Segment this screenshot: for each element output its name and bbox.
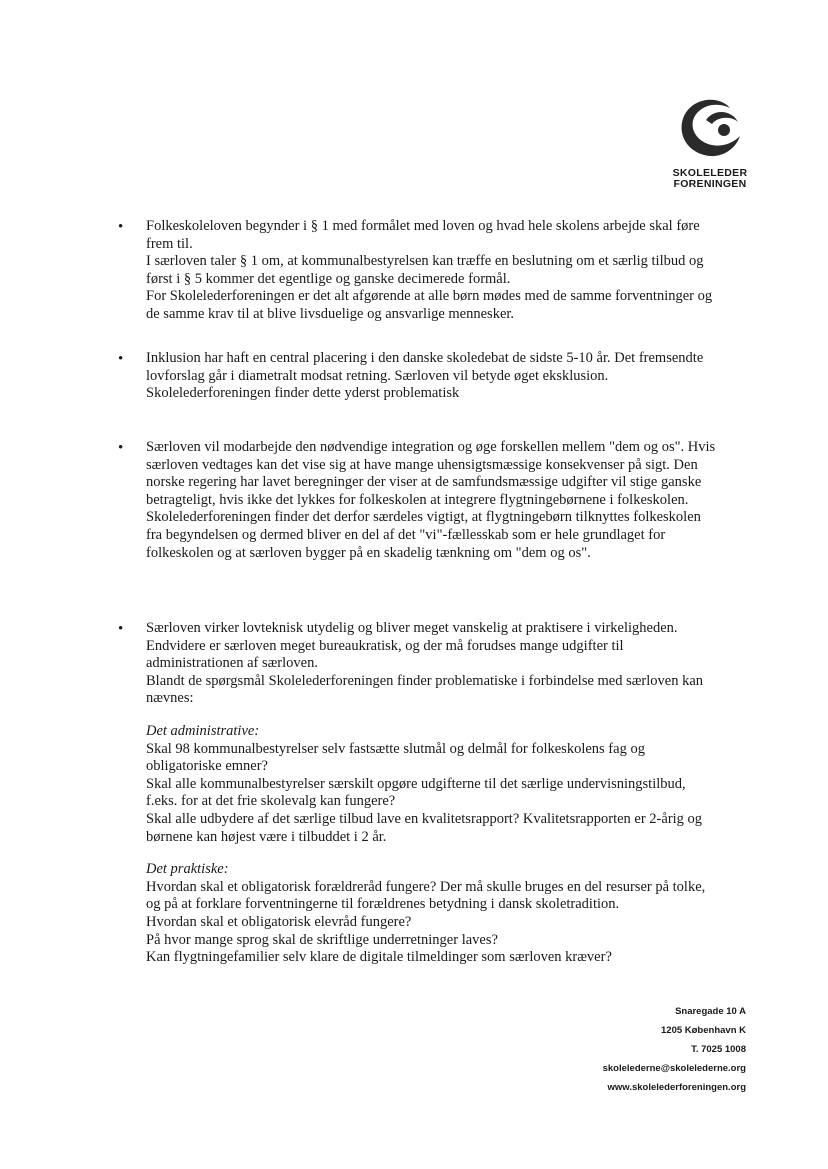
logo-mark-icon [676, 94, 746, 164]
bullet-dot-icon: • [118, 351, 124, 367]
question-line: På hvor mange sprog skal de skriftlige underretninger laves? [146, 931, 498, 948]
question-line: Skal 98 kommunalbestyrelser selv fastsætte slutmål og delmål for folkeskolens fag og obligatoriske emner? [146, 740, 645, 775]
paragraph: I særloven taler § 1 om, at kommunalbestyrelsen kan træffe en beslutning om et særlig tilbud og først i § 5 kommer det egentlige og ganske decimerede formål. [146, 253, 704, 287]
bullet-formaal [118, 218, 718, 324]
paragraph: Inklusion har haft en central placering i den danske skoledebat de sidste 5-10 år. Det fremsendte lovforslag går i diametralt modsat retning. Særloven vil betyde øget eksklusion. Skolelederforeningen finder dette yderst problematisk [146, 350, 704, 402]
section-heading-practical: Det praktiske: [146, 861, 229, 878]
paragraph: Skolelederforeningen finder det derfor særdeles vigtigt, at flygtningebørn tilknyttes folkeskolen fra begyndelsen og dermed bliver en del af det "vi"-fællesskab som er hele grundlaget for folkeskolen og at særloven bygger på en skadelig tænkning om "dem og os". [146, 509, 701, 561]
question-line: Hvordan skal et obligatorisk elevråd fungere? [146, 913, 412, 930]
footer-phone: T. 7025 1008 [691, 1044, 746, 1055]
organization-logo [668, 94, 752, 190]
logo-text-line1: SKOLELEDER [672, 167, 748, 179]
paragraph: Folkeskoleloven begynder i § 1 med formålet med loven og hvad hele skolens arbejde skal føre frem til. [146, 218, 700, 252]
bullet-lovteknik [118, 620, 718, 967]
footer-street: Snaregade 10 A [675, 1006, 746, 1017]
bullet-dot-icon: • [118, 440, 124, 456]
logo-text-line2: FORENINGEN [673, 178, 747, 190]
paragraph: Blandt de spørgsmål Skolelederforeningen finder problematiske i forbindelse med særloven kan nævnes: [146, 672, 704, 707]
bullet-inklusion [118, 350, 718, 403]
question-line: Kan flygtningefamilier selv klare de digitale tilmeldinger som særloven kræver? [146, 949, 612, 966]
question-line: Skal alle udbydere af det særlige tilbud lave en kvalitetsrapport? Kvalitetsrapporten er 2-årig og børnene kan højest være i tilbuddet i 2 år. [146, 810, 703, 845]
contact-footer [603, 1002, 746, 1097]
footer-city: 1205 København K [661, 1025, 746, 1036]
bullet-dot-icon: • [118, 621, 124, 637]
paragraph: Særloven vil modarbejde den nødvendige integration og øge forskellen mellem "dem og os". Hvis særloven vedtages kan det vise sig at have mange uhensigtsmæssige konsekvenser på sigt. Den norske regering har lavet beregninger der viser at de samfundsmæssige udgifter vil stige ganske betragteligt, hvis ikke det lykkes for folkeskolen at integrere flygtningebørnene i folkeskolen. [146, 439, 716, 508]
footer-email: skolelederne@skolelederne.org [602, 1063, 746, 1074]
question-line: Skal alle kommunalbestyrelser særskilt opgøre udgifterne til det særlige undervisningstilbud, f.eks. for at det frie skolevalg kan fungere? [146, 775, 686, 810]
section-heading-administrative: Det administrative: [146, 722, 260, 739]
question-line: Hvordan skal et obligatorisk forældreråd fungere? Der må skulle bruges en del resurser på tolke, og på at forklare forventningerne til forældrenes betydning i dansk skoletradition. [146, 878, 706, 913]
bullet-integration [118, 439, 718, 562]
bullet-dot-icon: • [118, 219, 124, 235]
footer-web: www.skolelederforeningen.org [607, 1082, 746, 1093]
paragraph: Særloven virker lovteknisk utydelig og bliver meget vanskelig at praktisere i virkeligheden. Endvidere er særloven meget bureaukratisk, og der må forudses mange udgifter til administrationen af særloven. [146, 620, 678, 672]
paragraph: For Skolelederforeningen er det alt afgørende at alle børn mødes med de samme forventninger og de samme krav til at blive livsduelige og ansvarlige mennesker. [146, 288, 713, 322]
